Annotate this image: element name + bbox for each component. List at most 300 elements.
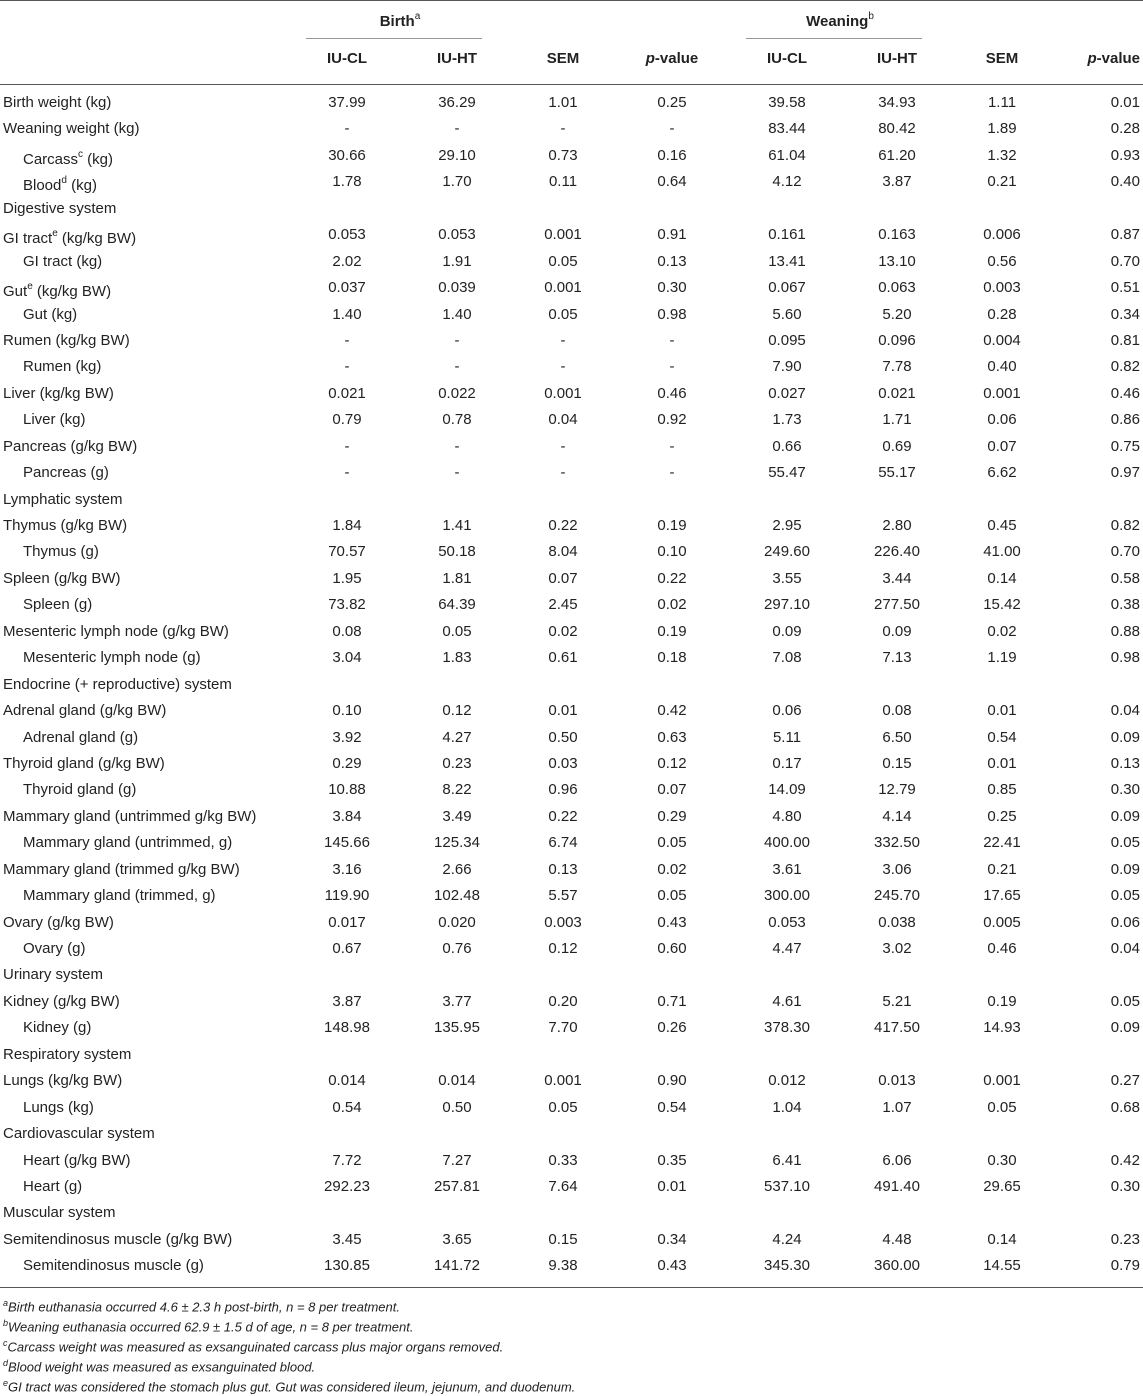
table-cell: 119.90 (324, 887, 370, 905)
row-label (23, 1148, 131, 1174)
row-label (23, 725, 138, 751)
table-cell: 0.23 (442, 754, 472, 772)
table-cell: 0.13 (657, 252, 687, 270)
col-header-birth-pvalue (622, 50, 722, 67)
table-row (0, 698, 1143, 724)
table-cell: 3.45 (332, 1230, 362, 1248)
table-cell: 0.30 (1110, 781, 1140, 799)
row-label-unit: (kg/kg BW) (57, 230, 137, 248)
section-row (0, 487, 1143, 513)
table-cell: 0.020 (438, 913, 476, 931)
table-cell: 3.44 (882, 569, 912, 587)
table-cell: 3.77 (442, 992, 472, 1010)
row-label-text: Mesenteric lymph node (g/kg BW) (3, 622, 229, 640)
table-cell: 0.003 (983, 279, 1021, 297)
table-cell: 4.47 (772, 940, 802, 957)
table-cell: 0.73 (548, 146, 578, 164)
table-cell: 0.25 (657, 94, 687, 111)
row-label-text: Lungs (kg) (23, 1098, 94, 1116)
table-cell: 0.19 (987, 992, 1017, 1010)
table-cell: 0.69 (882, 437, 912, 455)
row-label (23, 1253, 204, 1279)
row-label-text: Thyroid gland (g) (23, 781, 137, 799)
table-cell: 0.56 (987, 252, 1017, 270)
row-label-text: Mammary gland (trimmed, g) (23, 887, 216, 905)
group-header-weaning (740, 12, 940, 30)
table-cell: 0.21 (987, 173, 1017, 191)
table-cell: 3.84 (332, 807, 362, 825)
table-cell: 0.07 (987, 437, 1017, 455)
table-cell: 73.82 (328, 596, 366, 614)
table-cell: 3.55 (772, 569, 802, 587)
table-cell: 7.72 (332, 1151, 362, 1169)
table-cell: 0.76 (442, 940, 472, 957)
row-label-footnote-mark: e (52, 228, 58, 240)
table-cell: 0.40 (1110, 173, 1140, 191)
table-cell: 0.06 (1110, 913, 1140, 931)
section-row (0, 1121, 1143, 1147)
table-cell: 0.09 (1110, 728, 1140, 746)
row-label-unit: (kg) (83, 150, 114, 168)
row-label (3, 804, 256, 830)
table-cell: 0.04 (1110, 940, 1140, 957)
table-row (0, 1227, 1143, 1253)
table-cell: 1.81 (442, 569, 472, 587)
table-cell: 0.001 (983, 384, 1021, 402)
group-header-birth-sup: a (414, 11, 421, 22)
footnote-mark: d (3, 1358, 9, 1368)
table-cell: 0.22 (657, 569, 687, 587)
table-cell: 0.68 (1110, 1098, 1140, 1116)
table-cell: 1.19 (987, 649, 1017, 667)
table-cell: 4.24 (772, 1230, 802, 1248)
row-label (23, 592, 92, 618)
p-italic: p (645, 50, 655, 67)
table-cell: 2.45 (548, 596, 578, 614)
table-cell: - (560, 120, 566, 138)
table-row (0, 1068, 1143, 1094)
table-cell: 34.93 (878, 94, 916, 111)
row-label-text: Thyroid gland (g/kg BW) (3, 754, 165, 772)
table-cell: 0.09 (1110, 860, 1140, 878)
col-header-birth-iucl: IU-CL (327, 50, 367, 67)
footnote-text: Birth euthanasia occurred 4.6 ± 2.3 h post-birth, n = 8 per treatment. (8, 1299, 400, 1315)
table-cell: 0.54 (657, 1098, 687, 1116)
table-cell: 0.06 (987, 411, 1017, 429)
footnote-mark: a (3, 1298, 9, 1308)
table-cell: 0.21 (987, 860, 1017, 878)
table-cell: 0.43 (657, 1257, 687, 1275)
table-cell: 9.38 (548, 1257, 578, 1275)
table-cell: 0.039 (438, 279, 476, 297)
row-label (3, 513, 127, 539)
table-cell: 0.05 (987, 1098, 1017, 1116)
table-cell: 0.05 (548, 252, 578, 270)
table-cell: 0.04 (548, 411, 578, 429)
group-header-birth (300, 12, 500, 30)
table-cell: 0.05 (442, 622, 472, 640)
row-label-text: Gut (kg) (23, 305, 78, 323)
table-cell: 7.08 (772, 649, 802, 667)
row-label-text: Blood (23, 177, 62, 195)
footnote-mark: e (3, 1378, 9, 1388)
table-cell: 37.99 (328, 94, 366, 111)
row-label-text: Carcass (23, 150, 79, 168)
table-cell: 1.04 (772, 1098, 802, 1116)
table-cell: 0.07 (548, 569, 578, 587)
table-cell: 345.30 (764, 1257, 810, 1275)
table-cell: 102.48 (434, 887, 480, 905)
table-cell: 0.58 (1110, 569, 1140, 587)
table-cell: - (454, 331, 460, 349)
table-cell: 0.98 (657, 305, 687, 323)
table-cell: 55.47 (768, 464, 806, 482)
table-cell: 4.48 (882, 1230, 912, 1248)
table-row (0, 90, 1143, 116)
row-label (3, 698, 166, 724)
group-header-weaning-label: Weaning (806, 13, 869, 30)
table-row (0, 354, 1143, 380)
table-cell: 0.02 (657, 860, 687, 878)
table-cell: 0.013 (878, 1072, 916, 1090)
table-row (0, 539, 1143, 565)
table-row (0, 1253, 1143, 1279)
table-cell: 245.70 (874, 887, 920, 905)
row-label (3, 910, 114, 936)
table-cell: 0.05 (657, 887, 687, 905)
table-cell: 0.81 (1110, 331, 1140, 349)
table-cell: 0.01 (657, 1177, 687, 1195)
table-row (0, 619, 1143, 645)
table-cell: 1.32 (987, 146, 1017, 164)
table-cell: 0.05 (1110, 887, 1140, 905)
row-label-text: Mammary gland (trimmed g/kg BW) (3, 860, 240, 878)
table-cell: 64.39 (438, 596, 476, 614)
row-label-text: Birth weight (kg) (3, 94, 112, 111)
table-cell: 1.73 (772, 411, 802, 429)
table-cell: 0.82 (1110, 358, 1140, 376)
row-label-text: Pancreas (g/kg BW) (3, 437, 138, 455)
table-cell: - (344, 437, 350, 455)
table-cell: 0.001 (544, 226, 582, 244)
table-cell: 0.014 (438, 1072, 476, 1090)
table-cell: 3.02 (882, 940, 912, 957)
table-cell: 3.65 (442, 1230, 472, 1248)
table-row (0, 328, 1143, 354)
table-cell: 0.25 (987, 807, 1017, 825)
table-cell: - (344, 358, 350, 376)
table-cell: 378.30 (764, 1019, 810, 1037)
table-row (0, 936, 1143, 962)
group-header-weaning-sup: b (868, 11, 874, 22)
table-cell: 0.82 (1110, 517, 1140, 534)
table-cell: 39.58 (768, 94, 806, 111)
table-cell: - (344, 331, 350, 349)
table-cell: 292.23 (324, 1177, 370, 1195)
row-label (23, 539, 99, 565)
table-row (0, 1148, 1143, 1174)
table-row (0, 910, 1143, 936)
row-label-text: Respiratory system (3, 1045, 132, 1063)
footnote (3, 1294, 400, 1316)
row-label-footnote-mark: c (78, 148, 84, 160)
table-cell: 297.10 (764, 596, 810, 614)
row-label-text: GI tract (kg) (23, 252, 103, 270)
row-label (3, 434, 137, 460)
row-label-unit: (kg) (66, 177, 97, 195)
table-cell: 8.04 (548, 543, 578, 561)
table-cell: 61.04 (768, 146, 806, 164)
table-row (0, 116, 1143, 142)
table-cell: 0.021 (328, 384, 366, 402)
table-cell: 0.34 (657, 1230, 687, 1248)
table-cell: 0.05 (1110, 992, 1140, 1010)
row-label-text: Lymphatic system (3, 490, 123, 508)
table-cell: 0.02 (657, 596, 687, 614)
table-cell: 0.46 (1110, 384, 1140, 402)
table-row (0, 249, 1143, 275)
table-cell: 0.88 (1110, 622, 1140, 640)
table-cell: 1.40 (332, 305, 362, 323)
table-cell: 0.08 (332, 622, 362, 640)
table-row (0, 275, 1143, 301)
footnote (3, 1374, 575, 1396)
row-label-text: GI tract (3, 230, 53, 248)
table-cell: 4.27 (442, 728, 472, 746)
table-cell: 0.87 (1110, 226, 1140, 244)
table-cell: - (454, 358, 460, 376)
table-cell: 7.70 (548, 1019, 578, 1037)
table-cell: 7.78 (882, 358, 912, 376)
table-cell: 0.12 (657, 754, 687, 772)
table-cell: 0.93 (1110, 146, 1140, 164)
row-label-text: Adrenal gland (g) (23, 728, 139, 746)
table-cell: 8.22 (442, 781, 472, 799)
row-label-footnote-mark: e (27, 281, 33, 293)
table-cell: 0.004 (983, 331, 1021, 349)
table-cell: 0.063 (878, 279, 916, 297)
row-label-text: Adrenal gland (g/kg BW) (3, 702, 167, 720)
table-cell: 0.50 (442, 1098, 472, 1116)
col-header-birth-sem: SEM (546, 50, 580, 67)
table-cell: 0.79 (1110, 1257, 1140, 1275)
footnote-text: Carcass weight was measured as exsanguinated carcass plus major organs removed. (7, 1339, 504, 1355)
table-row (0, 777, 1143, 803)
table-cell: 226.40 (874, 543, 920, 561)
table-cell: 0.54 (332, 1098, 362, 1116)
table-cell: 1.78 (332, 173, 362, 191)
table-cell: 0.64 (657, 173, 687, 191)
table-cell: 1.84 (332, 517, 362, 534)
table-cell: 0.26 (657, 1019, 687, 1037)
row-label (3, 672, 232, 698)
table-cell: 5.57 (548, 887, 578, 905)
table-row (0, 302, 1143, 328)
table-cell: 0.001 (544, 279, 582, 297)
table-cell: 0.006 (983, 226, 1021, 244)
group-header-birth-label: Birth (379, 13, 415, 30)
section-row (0, 196, 1143, 222)
row-label-text: Spleen (g) (23, 596, 93, 614)
table-cell: 10.88 (328, 781, 366, 799)
table-cell: - (669, 120, 675, 138)
table-cell: 0.30 (657, 279, 687, 297)
table-cell: 0.46 (987, 940, 1017, 957)
row-label (23, 1015, 91, 1041)
footnote (3, 1314, 413, 1336)
table-cell: 0.163 (878, 226, 916, 244)
row-label (3, 1200, 116, 1226)
table-cell: 0.35 (657, 1151, 687, 1169)
table-cell: 13.10 (878, 252, 916, 270)
table-cell: 2.02 (332, 252, 362, 270)
table-cell: 277.50 (874, 596, 920, 614)
table-cell: 0.10 (657, 543, 687, 561)
table-cell: 7.64 (548, 1177, 578, 1195)
table-row (0, 169, 1143, 195)
row-label (3, 751, 165, 777)
table-cell: 0.67 (332, 940, 362, 957)
table-cell: 0.71 (657, 992, 687, 1010)
row-label-text: Thymus (g) (23, 543, 99, 561)
table-row (0, 1015, 1143, 1041)
row-label (23, 830, 232, 856)
table-row (0, 989, 1143, 1015)
table-cell: 0.42 (1110, 1151, 1140, 1169)
table-cell: 148.98 (324, 1019, 370, 1037)
section-row (0, 1200, 1143, 1226)
row-label (23, 1174, 82, 1200)
table-cell: 135.95 (434, 1019, 480, 1037)
table-cell: 0.037 (328, 279, 366, 297)
row-label (23, 460, 109, 486)
table-row (0, 222, 1143, 248)
table-cell: 17.65 (983, 887, 1021, 905)
table-cell: 0.003 (544, 913, 582, 931)
table-cell: 0.28 (1110, 120, 1140, 138)
table-cell: 3.49 (442, 807, 472, 825)
table-cell: 3.04 (332, 649, 362, 667)
row-label (3, 989, 120, 1015)
row-label-text: Ovary (g/kg BW) (3, 913, 114, 931)
table-cell: 5.11 (772, 728, 802, 746)
table-cell: 0.46 (657, 384, 687, 402)
table-cell: 14.09 (768, 781, 806, 799)
row-label-text: Semitendinosus muscle (g) (23, 1257, 204, 1275)
table-cell: 0.66 (772, 437, 802, 455)
table-cell: 0.13 (1110, 754, 1140, 772)
footnote (3, 1334, 503, 1356)
table-cell: 14.93 (983, 1019, 1021, 1037)
table-cell: 0.18 (657, 649, 687, 667)
table-cell: 5.21 (882, 992, 912, 1010)
table-cell: 36.29 (438, 94, 476, 111)
table-cell: 7.13 (882, 649, 912, 667)
table-cell: 1.40 (442, 305, 472, 323)
table-cell: 0.98 (1110, 649, 1140, 667)
p-italic-2: p (1087, 50, 1097, 67)
table-cell: - (344, 464, 350, 482)
row-label-text: Pancreas (g) (23, 464, 109, 482)
table-cell: 3.61 (772, 860, 802, 878)
table-row (0, 804, 1143, 830)
table-cell: 4.14 (882, 807, 912, 825)
table-cell: 2.80 (882, 517, 912, 534)
row-label (3, 1227, 232, 1253)
table-cell: 0.053 (768, 913, 806, 931)
table-cell: 0.79 (332, 411, 362, 429)
table-cell: 6.06 (882, 1151, 912, 1169)
col-header-weaning-iuht: IU-HT (877, 50, 917, 67)
table-cell: 0.78 (442, 411, 472, 429)
table-cell: 0.29 (332, 754, 362, 772)
table-cell: 3.87 (882, 173, 912, 191)
table-cell: - (454, 120, 460, 138)
table-cell: 1.01 (548, 94, 578, 111)
footnote-mark: b (3, 1318, 9, 1328)
table-row (0, 1095, 1143, 1121)
table-cell: 537.10 (764, 1177, 810, 1195)
table-cell: 0.001 (544, 1072, 582, 1090)
row-label (23, 645, 201, 671)
table-cell: 0.63 (657, 728, 687, 746)
table-cell: 6.62 (987, 464, 1017, 482)
table-cell: 0.01 (987, 702, 1017, 720)
table-cell: 3.06 (882, 860, 912, 878)
row-label (3, 566, 121, 592)
row-label (3, 1121, 155, 1147)
table-cell: 7.90 (772, 358, 802, 376)
table-cell: 0.001 (983, 1072, 1021, 1090)
table-cell: 491.40 (874, 1177, 920, 1195)
table-cell: 4.12 (772, 173, 802, 191)
footnote-text: Blood weight was measured as exsanguinated blood. (8, 1359, 316, 1375)
col-header-birth-iuht: IU-HT (437, 50, 477, 67)
row-label-text: Kidney (g) (23, 1019, 92, 1037)
table-cell: 0.22 (548, 807, 578, 825)
table-cell: 15.42 (983, 596, 1021, 614)
table-cell: 332.50 (874, 834, 920, 852)
row-label (3, 196, 116, 222)
table-cell: 0.45 (987, 517, 1017, 534)
table-cell: - (560, 331, 566, 349)
table-cell: 300.00 (764, 887, 810, 905)
row-label (23, 777, 136, 803)
table-cell: - (454, 464, 460, 482)
row-label-text: Liver (kg) (23, 411, 86, 429)
table-cell: 3.16 (332, 860, 362, 878)
table-cell: 0.04 (1110, 702, 1140, 720)
table-row (0, 460, 1143, 486)
footnote-mark: c (3, 1338, 8, 1348)
col-header-weaning-pvalue (1040, 50, 1140, 67)
table-row (0, 592, 1143, 618)
row-label (3, 487, 122, 513)
row-label (23, 936, 86, 962)
table-cell: 0.51 (1110, 279, 1140, 297)
row-label (3, 962, 103, 988)
table-cell: 12.79 (878, 781, 916, 799)
table-cell: 0.27 (1110, 1072, 1140, 1090)
row-label (3, 619, 229, 645)
table-cell: 70.57 (328, 543, 366, 561)
table-cell: 0.17 (772, 754, 802, 772)
row-label-text: Mammary gland (untrimmed, g) (23, 834, 233, 852)
table-cell: 7.27 (442, 1151, 472, 1169)
table-cell: 6.50 (882, 728, 912, 746)
table-cell: 145.66 (324, 834, 370, 852)
table-cell: 0.38 (1110, 596, 1140, 614)
